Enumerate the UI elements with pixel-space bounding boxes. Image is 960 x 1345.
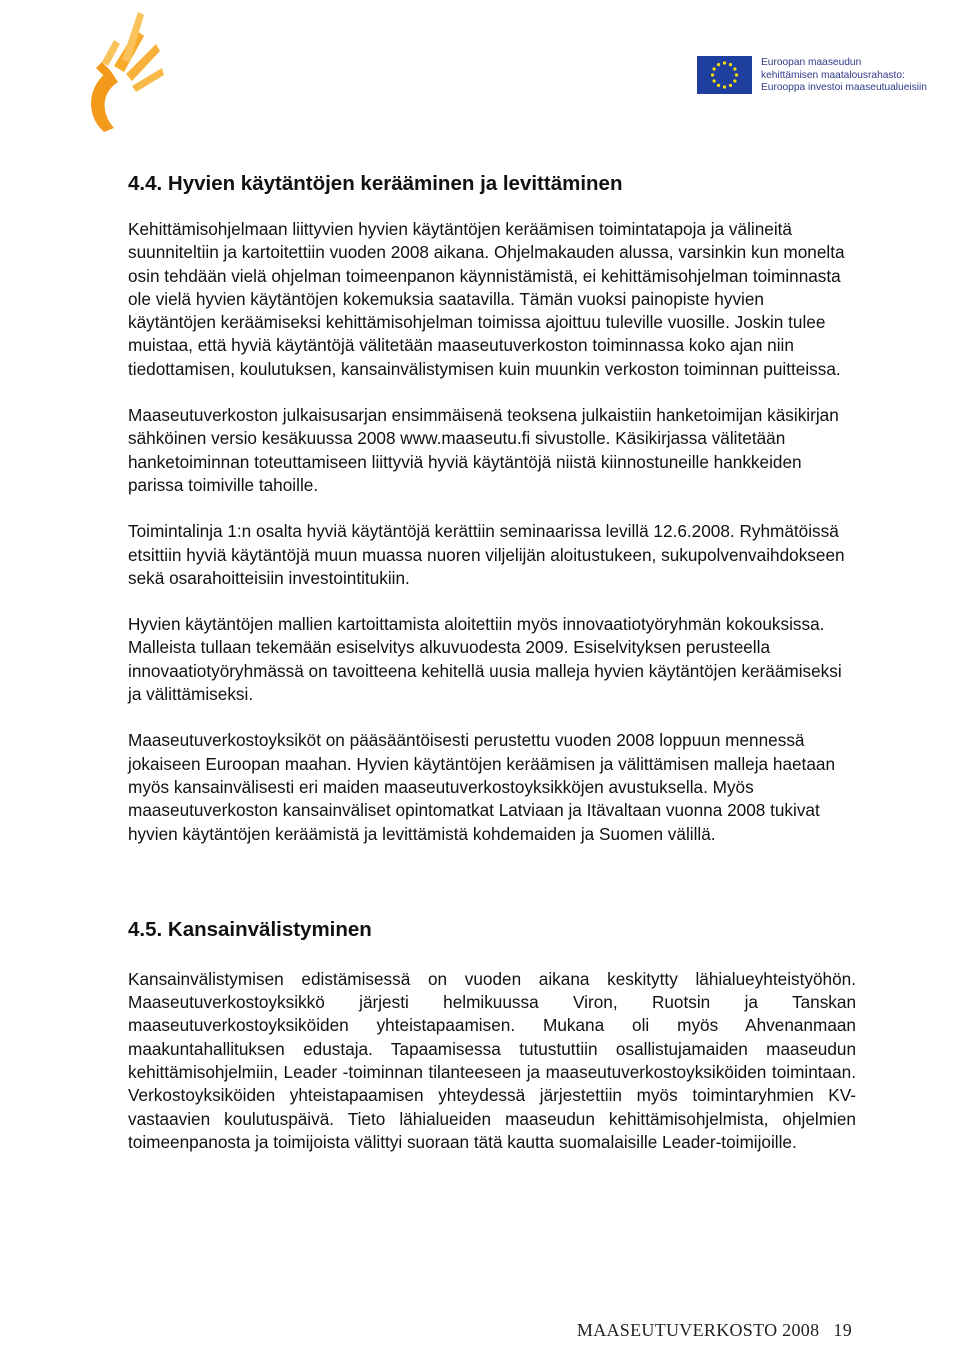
paragraph: Kansainvälistymisen edistämisessä on vuoden aikana keskitytty lähialueyhteistyöhön. Maaseutuverkostoyksikkö järjesti helmikuussa Viron, Ruotsin ja Tanskan maaseutuverkostoyksiköiden yhteistapaamisen. Mukana oli myös Ahvenanmaan maakuntahallituksen edustaja. Tapaamisessa tutustuttiin osallistujamaiden maaseudun kehittämisohjelmiin, Leader -toiminnan tilanteeseen ja maaseutuverkostoyksiköiden toimintaan. Verkostoyksiköiden yhteistapaamisen yhteydessä järjestettiin myös toimintaryhmien KV-vastaavien koulutuspäivä. Tieto lähialueiden maaseudun kehittämisohjelmista, ohjelmien toimeenpanosta ja toimijoista välittyi suoraan tätä kautta suomalaisille Leader-toimijoille. xyxy=(128,968,856,1152)
eu-flag-icon xyxy=(697,56,752,94)
paragraph: Kehittämisohjelmaan liittyvien hyvien käytäntöjen keräämisen toimintatapoja ja välineitä suunniteltiin ja kartoitettiin vuoden 2008 aikana. Ohjelmakauden alussa, varsinkin kun monelta osin tehdään vielä ohjelman toimeenpanon käynnistämistä, ei kehittämisohjelman toiminnasta ole vielä hyvien käytäntöjen kokemuksia saatavilla. Tämän vuoksi painopiste hyvien käytäntöjen keräämiseksi kehittämisohjelman toimissa ajoittuu tuleville vuosille. Joskin tulee muistaa, että hyviä käytäntöjä välitetään maaseutuverkoston toiminnassa koko ajan niin tiedottamisen, koulutuksen, kansainvälistymisen kuin muunkin verkoston toiminnan puitteissa. xyxy=(128,219,845,379)
page-footer xyxy=(577,1320,852,1341)
eu-funding-block xyxy=(697,56,937,96)
eu-text-line: kehittämisen maatalousrahasto: xyxy=(761,69,905,81)
eu-funding-text xyxy=(761,57,927,95)
eu-text-line: Eurooppa investoi maaseutualueisiin xyxy=(761,82,927,94)
document-body xyxy=(128,170,856,1154)
paragraph: Toimintalinja 1:n osalta hyviä käytäntöjä kerättiin seminaarissa levillä 12.6.2008. Ryhmätöissä etsittiin hyviä käytäntöjä muun muassa nuoren viljelijän aloitustukeen, sukupolvenvaihdokseen sekä osarahoitteisiin investointitukiin. xyxy=(128,521,845,588)
paragraph: Maaseutuverkoston julkaisusarjan ensimmäisenä teoksena julkaistiin hanketoimijan käsikirjan sähköinen versio kesäkuussa 2008 www.maaseutu.fi sivustolle. Käsikirjassa välitetään hanketoiminnan toteuttamiseen liittyviä hyviä käytäntöjä niistä kiinnostuneille hankkeiden parissa toimiville tahoille. xyxy=(128,405,839,495)
section-heading: 4.5. Kansainvälistyminen xyxy=(128,917,372,941)
paragraph: Maaseutuverkostoyksiköt on pääsääntöisesti perustettu vuoden 2008 loppuun mennessä jokaiseen Euroopan maahan. Hyvien käytäntöjen keräämisen ja välittämisen malleja haetaan myös kansainvälisesti eri maiden maaseutuverkostoyksikköjen avustuksella. Myös maaseutuverkoston kansainväliset opintomatkat Latviaan ja Itävaltaan vuonna 2008 tukivat hyvien käytäntöjen keräämistä ja levittämistä kohdemaiden ja Suomen välillä. xyxy=(128,730,836,844)
maaseutuverkosto-logo-icon xyxy=(74,4,164,144)
page-number: 19 xyxy=(833,1320,852,1340)
eu-text-line: Euroopan maaseudun xyxy=(761,57,862,68)
footer-title: MAASEUTUVERKOSTO 2008 xyxy=(576,1320,820,1340)
paragraph: Hyvien käytäntöjen mallien kartoittamista aloitettiin myös innovaatiotyöryhmän kokouksissa. Malleista tullaan tekemään esiselvitys alkuvuodesta 2009. Esiselvityksen perusteella innovaatiotyöryhmässä on tavoitteena kehitellä uusia malleja hyvien käytäntöjen keräämiseksi ja välittämiseksi. xyxy=(128,614,842,705)
section-heading: 4.4. Hyvien käytäntöjen kerääminen ja levittäminen xyxy=(128,172,623,195)
